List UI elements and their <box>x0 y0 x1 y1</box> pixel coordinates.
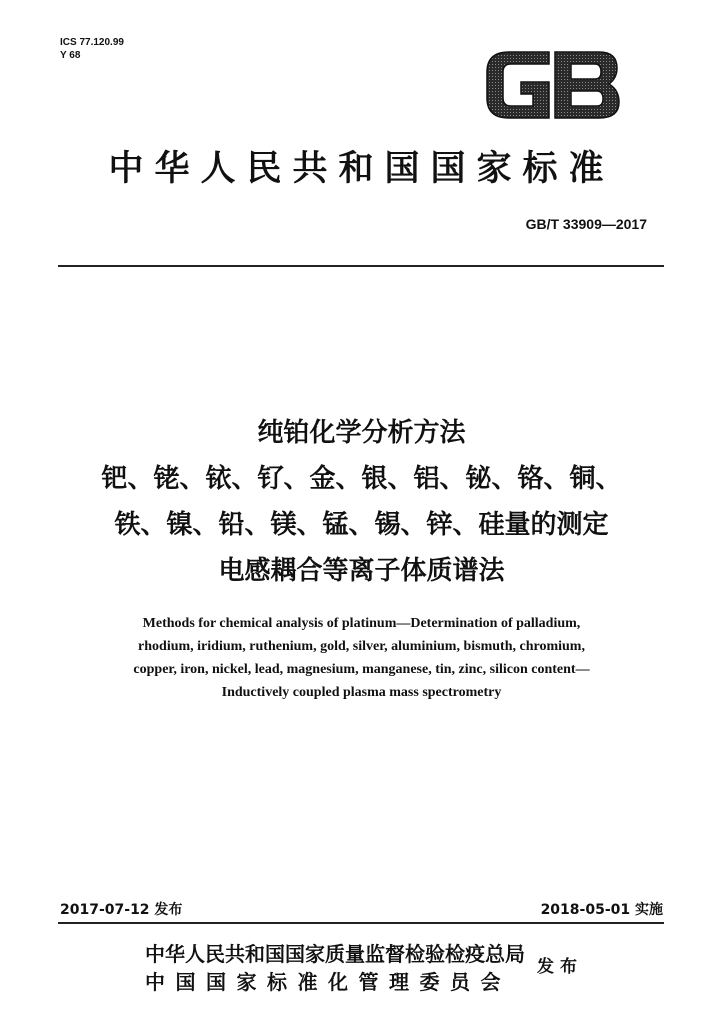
implementation-date: 2018-05-01 实施 <box>540 902 663 918</box>
chinese-title-line: 铁、镍、铅、镁、锰、锡、锌、硅量的测定 <box>114 510 609 540</box>
english-title-line: Inductively coupled plasma mass spectrometry <box>221 685 502 700</box>
standard-number: GB/T 33909—2017 <box>525 216 647 232</box>
english-title-line: Methods for chemical analysis of platinum—Determination of palladium, <box>142 616 581 631</box>
english-title <box>20 612 703 704</box>
authority-aqsiq: 中华人民共和国国家质量监督检验检疫总局 <box>145 942 525 966</box>
english-title-line: copper, iron, nickel, lead, magnesium, manganese, tin, zinc, silicon content— <box>133 662 590 677</box>
ics-code: ICS 77.120.99 <box>60 37 124 48</box>
chinese-title-line: 电感耦合等离子体质谱法 <box>218 556 505 586</box>
chinese-title-line: 钯、铑、铱、钌、金、银、铝、铋、铬、铜、 <box>101 464 622 494</box>
chinese-title <box>20 410 703 594</box>
issue-date: 2017-07-12 发布 <box>60 902 183 918</box>
top-divider <box>58 265 664 267</box>
classification-codes <box>60 36 124 62</box>
national-standard-title: 中华人民共和国国家标准 <box>108 148 615 189</box>
category-code: Y 68 <box>60 50 81 61</box>
authority-sac: 中国国家标准化管理委员会 <box>145 970 511 994</box>
gb-standard-logo <box>483 46 623 124</box>
gb-logo-graphic <box>483 46 623 124</box>
chinese-title-line: 纯铂化学分析方法 <box>257 418 466 448</box>
bottom-divider <box>58 922 664 924</box>
english-title-line: rhodium, iridium, ruthenium, gold, silver, aluminium, bismuth, chromium, <box>138 639 585 654</box>
issuing-authorities <box>145 940 525 996</box>
publish-label: 发布 <box>537 957 583 977</box>
